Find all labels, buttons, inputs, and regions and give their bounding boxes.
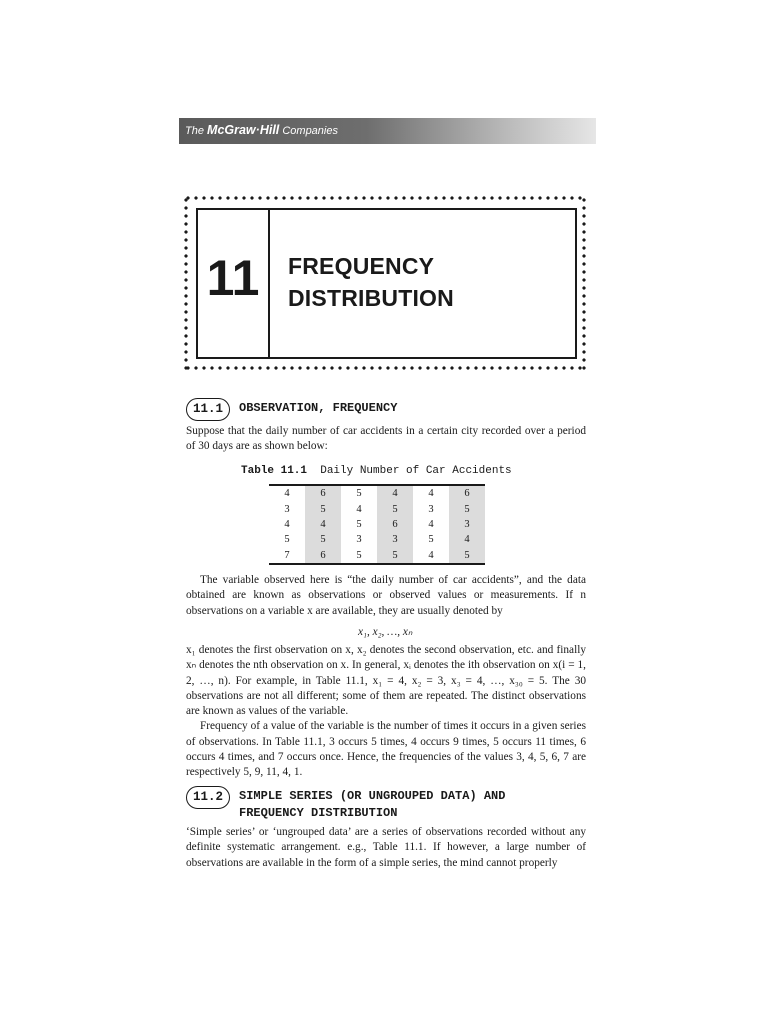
section-11-2-heading: [186, 786, 505, 822]
section-title: SIMPLE SERIES (OR UNGROUPED DATA) AND FREQUENCY DISTRIBUTION: [239, 789, 506, 820]
chapter-title: FREQUENCY DISTRIBUTION: [288, 253, 454, 311]
section-11-2-body: ‘Simple series’ or ‘ungrouped data’ are a series of observations recorded without any definite systematic arrangement. e.g., Table 11.1. If however, a large number of observations are available in the form of a simple series, the mind cannot properly: [186, 826, 586, 869]
publisher-banner: [179, 118, 596, 144]
table-row: 4 6 5 4 4 6: [269, 485, 485, 501]
table-row: 7 6 5 5 4 5: [269, 548, 485, 564]
observations-formula: x₁, x₂, …, xₙ: [358, 626, 413, 638]
chapter-number: 11: [206, 250, 260, 306]
section-11-1-heading: [186, 398, 397, 421]
section-number-badge: 11.1: [186, 398, 230, 421]
dotted-border-left: [184, 196, 188, 370]
table-caption: Table 11.1 Daily Number of Car Accidents: [241, 465, 512, 477]
section-11-1-body-continued: x₁ denotes the first observation on x, x₂ denotes the second observation, etc. and finally xₙ denotes the nth observation on x. In general, xᵢ denotes the ith observation on x(i = 1, 2, …, n). For example, in Table 11.1, x₁ = 4, x₂ = 3, x₃ = 4, …, x₃₀ = 5. The 30 observations are not all different; some of them are repeated. The distinct observations are known as values of the variable. Frequency of a value of the variable is the number of times it occurs in a given series of observations. In Table 11.1, 3 occurs 5 times, 4 occurs 9 times, 5 occurs 11 times, 6 occurs 4 times, and 7 occurs once. Hence, the frequencies of the values 3, 4, 5, 6, 7 are respectively 5, 9, 11, 4, 1.: [186, 644, 586, 779]
section-11-1-intro: Suppose that the daily number of car accidents in a certain city recorded over a period of 30 days are as shown below:: [186, 425, 586, 453]
section-11-1-body: The variable observed here is “the daily number of car accidents”, and the data obtained are known as observations or observed values or measurements. If n observations on a variable x are available, they are usually denoted by: [186, 574, 586, 617]
table-row: 5 5 3 3 5 4: [269, 532, 485, 547]
section-number-badge: 11.2: [186, 786, 230, 809]
dotted-border-right: [582, 196, 586, 370]
chapter-heading-box: [196, 208, 577, 359]
publisher-logo: The McGraw·Hill Companies: [185, 123, 338, 137]
dotted-border-top: [184, 196, 586, 200]
car-accidents-table: [269, 484, 485, 565]
chapter-divider: [268, 210, 270, 357]
table-row: 4 4 5 6 4 3: [269, 517, 485, 532]
table-row: 3 5 4 5 3 5: [269, 501, 485, 516]
section-title: OBSERVATION, FREQUENCY: [239, 401, 398, 415]
dotted-border-bottom: [184, 366, 586, 370]
